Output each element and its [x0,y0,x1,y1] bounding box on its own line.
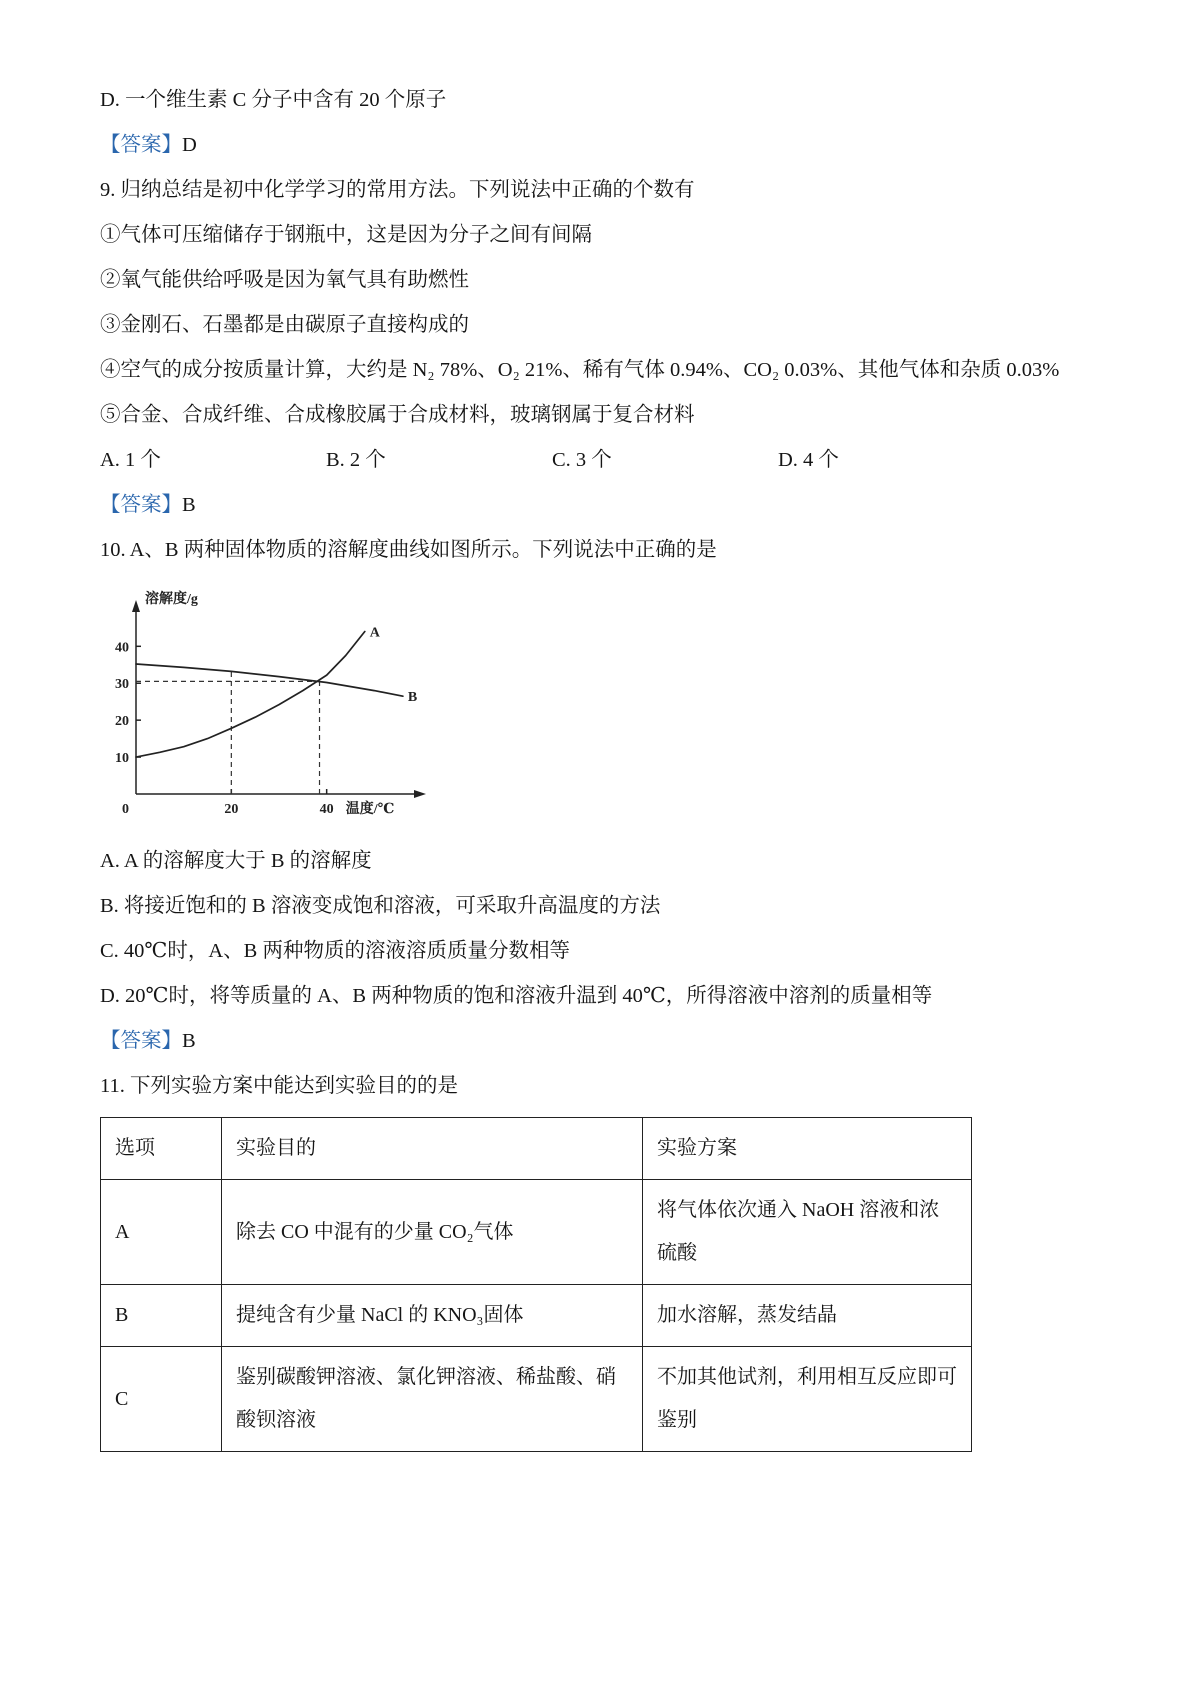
q9-options-row [100,446,1100,474]
svg-text:B: B [407,690,418,706]
svg-text:40: 40 [115,640,129,656]
q9-stem: 9. 归纳总结是初中化学学习的常用方法。下列说法中正确的个数有 [100,179,695,201]
solubility-chart-svg [102,581,436,829]
table-cell-option: B [101,1285,222,1347]
table-cell-scheme: 不加其他试剂，利用相互反应即可鉴别 [643,1347,972,1452]
svg-text:20: 20 [224,802,239,817]
table-header-row [101,1118,972,1180]
q11-stem: 11. 下列实验方案中能达到实验目的的是 [100,1075,458,1097]
table-cell-option: C [101,1347,222,1452]
q9-answer-value: B [182,494,196,516]
q9-option-d: D. 4 个 [778,449,839,471]
table-header-option: 选项 [101,1118,222,1180]
q9-statement-2: ②氧气能供给呼吸是因为氧气具有助燃性 [100,269,469,291]
table-header-purpose: 实验目的 [222,1118,643,1180]
table-header-scheme: 实验方案 [643,1118,972,1180]
svg-text:30: 30 [115,677,129,693]
table-cell-option: A [101,1180,222,1285]
q9-statement-4: ④空气的成分按质量计算，大约是 N₂ 78%、O₂ 21%、稀有气体 0.94%、CO₂ 0.03%、其他气体和杂质 0.03% [100,359,1060,381]
q9-option-c: C. 3 个 [552,449,612,471]
q10-option-b: B. 将接近饱和的 B 溶液变成饱和溶液，可采取升高温度的方法 [100,895,661,917]
q8-answer-value: D [182,134,197,156]
q8-option-d: D. 一个维生素 C 分子中含有 20 个原子 [100,89,447,111]
svg-text:0: 0 [122,802,129,817]
table-cell-scheme: 将气体依次通入 NaOH 溶液和浓硫酸 [643,1180,972,1285]
svg-text:温度/℃: 温度/℃ [345,802,395,817]
q9-statement-5: ⑤合金、合成纤维、合成橡胶属于合成材料，玻璃钢属于复合材料 [100,404,695,426]
q10-answer-line [100,1027,1100,1055]
q10-option-c: C. 40℃时，A、B 两种物质的溶液溶质质量分数相等 [100,940,570,962]
q9-statement-3: ③金刚石、石墨都是由碳原子直接构成的 [100,314,469,336]
q8-answer-line [100,131,1100,159]
q9-option-a: A. 1 个 [100,449,161,471]
q9-answer-line [100,491,1100,519]
q8-answer-label: 【答案】 [100,134,182,156]
solubility-chart [102,581,1100,835]
svg-text:20: 20 [115,714,129,730]
table-row [101,1285,972,1347]
table-cell-scheme: 加水溶解，蒸发结晶 [643,1285,972,1347]
svg-text:40: 40 [319,802,334,817]
experiment-table [100,1117,972,1452]
q10-answer-value: B [182,1030,196,1052]
q10-option-d: D. 20℃时，将等质量的 A、B 两种物质的饱和溶液升温到 40℃，所得溶液中溶剂的质量相等 [100,985,933,1007]
q10-option-a: A. A 的溶解度大于 B 的溶解度 [100,850,372,872]
q10-answer-label: 【答案】 [100,1030,182,1052]
table-cell-purpose: 除去 CO 中混有的少量 CO₂气体 [222,1180,643,1285]
table-cell-purpose: 提纯含有少量 NaCl 的 KNO₃固体 [222,1285,643,1347]
table-cell-purpose: 鉴别碳酸钾溶液、氯化钾溶液、稀盐酸、硝酸钡溶液 [222,1347,643,1452]
table-row [101,1347,972,1452]
svg-text:溶解度/g: 溶解度/g [145,592,198,607]
q10-stem: 10. A、B 两种固体物质的溶解度曲线如图所示。下列说法中正确的是 [100,539,717,561]
q9-option-b: B. 2 个 [326,449,386,471]
q9-statement-1: ①气体可压缩储存于钢瓶中，这是因为分子之间有间隔 [100,224,592,246]
svg-text:A: A [369,625,380,641]
table-row [101,1180,972,1285]
svg-text:10: 10 [115,751,129,767]
q9-answer-label: 【答案】 [100,494,182,516]
